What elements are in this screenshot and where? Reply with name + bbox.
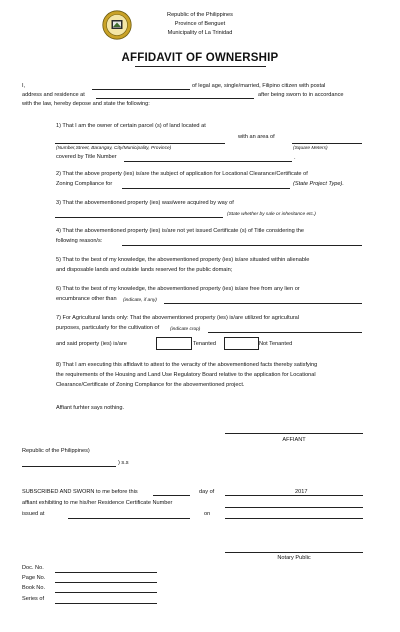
doc-no-label: Doc. No. <box>22 565 44 571</box>
item5-line2: and disposable lands and outside lands reserved for the public domain; <box>56 267 233 273</box>
lien-field[interactable] <box>164 303 362 304</box>
series-field[interactable] <box>55 603 157 604</box>
ss-label: ) s.s <box>118 460 129 466</box>
page-no-label: Page No. <box>22 575 46 581</box>
affiant-label: AFFIANT <box>282 437 306 443</box>
intro-i-label: I, <box>22 83 26 89</box>
subscribed-text: SUBSCRIBED AND SWORN to me before this <box>22 489 138 495</box>
doc-no-field[interactable] <box>55 572 157 573</box>
crop-field[interactable] <box>208 332 362 333</box>
not-tenanted-label: Not Tenanted <box>259 341 293 347</box>
item7-line3: and said property (ies) is/are <box>56 341 127 347</box>
tenanted-checkbox[interactable] <box>156 337 192 350</box>
location-field[interactable] <box>55 143 225 144</box>
item7-hint: (indicate crop) <box>170 327 201 332</box>
book-no-label: Book No. <box>22 585 46 591</box>
issued-on-field[interactable] <box>225 518 363 519</box>
item8-line2: the requirements of the Housing and Land Use Regulatory Board relative to the application for Locational <box>56 372 316 378</box>
intro-address: address and residence at <box>22 92 85 98</box>
item6-hint: (indicate, if any) <box>123 298 157 303</box>
item1-text: 1) That I am the owner of certain parcel (s) of land located at <box>56 123 206 129</box>
area-field[interactable] <box>292 143 362 144</box>
item8-line3: Clearance/Certificate of Zoning Compliance for the abovementioned project. <box>56 382 245 388</box>
intro-sworn: after being sworn to in accordance <box>258 92 344 98</box>
day-field[interactable] <box>153 495 190 496</box>
item1-sqm-hint: (Square Meters) <box>293 146 328 151</box>
item1-title-label: covered by Title Number <box>56 154 117 160</box>
series-label: Series of <box>22 596 45 602</box>
intro-legal-age: of legal age, single/married, Filipino citizen with postal <box>192 83 326 89</box>
on-label: on <box>204 511 211 517</box>
item2-zoning-label: Zoning Compliance for <box>56 181 113 187</box>
place-field[interactable] <box>22 466 116 467</box>
item3-text: 3) That the abovementioned property (ies) was/were acquired by way of <box>56 200 234 206</box>
item6-line1: 6) That to the best of my knowledge, the abovementioned property (ies) is/are free from any lien or <box>56 286 300 292</box>
not-tenanted-checkbox[interactable] <box>224 337 259 350</box>
notary-label: Notary Public <box>277 555 311 561</box>
municipal-seal <box>102 10 132 40</box>
page-no-field[interactable] <box>55 582 157 583</box>
item5-line1: 5) That to the best of my knowledge, the abovementioned property (ies) is/are situated within alienable <box>56 257 310 263</box>
header-province: Province of Benguet <box>174 21 226 27</box>
intro-law: with the law, hereby depose and state the following: <box>22 101 150 107</box>
affiant-further: Affiant furhter says nothing. <box>56 405 124 411</box>
address-field[interactable] <box>96 98 254 99</box>
item4-text: 4) That the abovementioned property (ies) is/are not yet issued Certificate (s) of Title considering the <box>56 228 305 234</box>
name-field[interactable] <box>92 89 190 90</box>
item7-line1: 7) For Agricultural lands only: That the abovementioned property (ies) is/are utilized for agricultural <box>56 315 300 321</box>
book-no-field[interactable] <box>55 592 157 593</box>
title-underline <box>135 66 266 67</box>
item3-hint: (State whether by sale or inheritance etc.) <box>227 212 316 217</box>
certificate-number-field[interactable] <box>225 507 363 508</box>
header-republic: Republic of the Philippines <box>167 12 233 18</box>
issued-at-field[interactable] <box>68 518 190 519</box>
month-year-field[interactable] <box>225 495 363 496</box>
item2-hint: (State Project Type). <box>293 181 344 187</box>
day-of-label: day of <box>199 489 215 495</box>
project-type-field[interactable] <box>122 188 290 189</box>
issued-at-label: issued at <box>22 511 45 517</box>
item6-line2: encumbrance other than <box>56 296 117 302</box>
item8-line1: 8) That I am executing this affidavit to attest to the veracity of the abovementioned facts thereby satisfying <box>56 362 318 368</box>
item7-line2: purposes, particularly for the cultivation of <box>56 325 160 331</box>
item1-address-hint: (Number,Street, Barangay, City/Municipality, Province) <box>56 146 172 151</box>
title-number-field[interactable] <box>124 161 292 162</box>
item4-reasons-label: following reason/s: <box>56 238 103 244</box>
item2-text: 2) That the above property (ies) is/are the subject of application for Locational Clearance/Certificate of <box>56 171 308 177</box>
year-text: 2017 <box>295 489 308 495</box>
acquired-by-field[interactable] <box>55 217 223 218</box>
notary-signature-line[interactable] <box>225 552 363 553</box>
reasons-field[interactable] <box>122 245 362 246</box>
header-municipality: Municipality of La Trinidad <box>167 30 233 36</box>
affiant-signature-line[interactable] <box>225 433 363 434</box>
page-title: AFFIDAVIT OF OWNERSHIP <box>121 52 279 64</box>
item1-area-label: with an area of <box>238 134 275 140</box>
tenanted-label: Tenanted <box>193 341 217 347</box>
exhibiting-text: affiant exhibiting to me his/her Residence Certificate Number <box>22 500 173 506</box>
item1-dot: . <box>294 155 296 161</box>
republic-label: Republic of the Philippines) <box>22 448 90 454</box>
